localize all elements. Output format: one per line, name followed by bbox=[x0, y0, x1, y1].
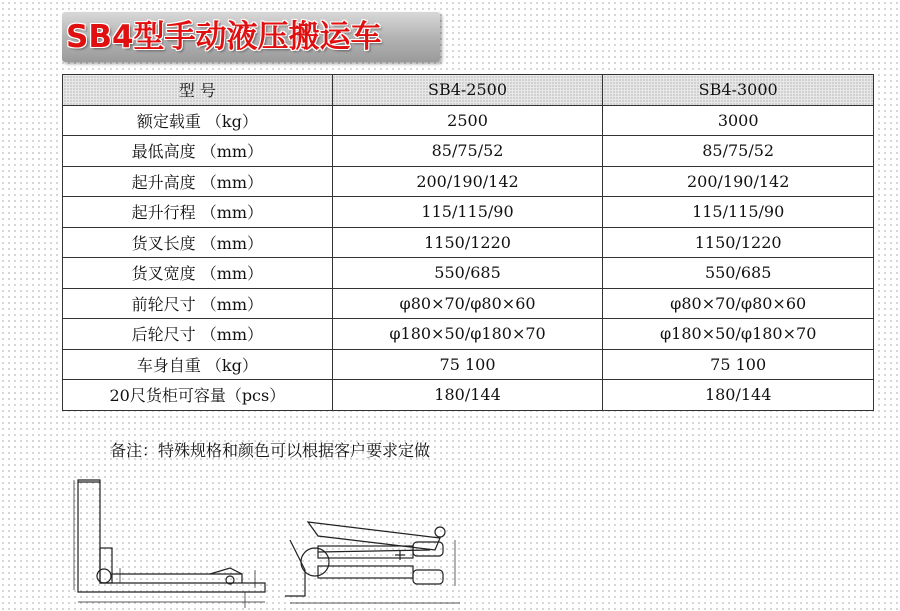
row-value: 1150/1220 bbox=[332, 227, 603, 258]
row-value: 3000 bbox=[603, 105, 874, 136]
page-title: SB4型手动液压搬运车 bbox=[66, 19, 382, 55]
row-label: 货叉长度 （mm） bbox=[63, 227, 333, 258]
row-value: 550/685 bbox=[332, 258, 603, 289]
row-value: 200/190/142 bbox=[332, 166, 603, 197]
row-label: 最低高度 （mm） bbox=[63, 136, 333, 167]
row-value: φ80×70/φ80×60 bbox=[603, 288, 874, 319]
table-row bbox=[63, 166, 874, 197]
row-label: 起升高度 （mm） bbox=[63, 166, 333, 197]
row-label: 后轮尺寸 （mm） bbox=[63, 319, 333, 350]
row-value: 75 100 bbox=[603, 349, 874, 380]
table-row bbox=[63, 197, 874, 228]
row-value: 180/144 bbox=[603, 380, 874, 411]
table-row bbox=[63, 105, 874, 136]
row-label: 车身自重 （kg） bbox=[63, 349, 333, 380]
remarks-note: 备注：特殊规格和颜色可以根据客户要求定做 bbox=[110, 441, 431, 460]
row-label: 前轮尺寸 （mm） bbox=[63, 288, 333, 319]
row-value: 200/190/142 bbox=[603, 166, 874, 197]
row-label: 额定载重 （kg） bbox=[63, 105, 333, 136]
spec-table bbox=[62, 74, 874, 411]
table-row bbox=[63, 258, 874, 289]
header-cell-model: 型 号 bbox=[63, 75, 333, 106]
row-value: 75 100 bbox=[332, 349, 603, 380]
table-row bbox=[63, 319, 874, 350]
table-row bbox=[63, 380, 874, 411]
table-row bbox=[63, 227, 874, 258]
row-value: 115/115/90 bbox=[332, 197, 603, 228]
header-cell-sb4-3000: SB4-3000 bbox=[603, 75, 874, 106]
row-value: φ180×50/φ180×70 bbox=[603, 319, 874, 350]
row-value: 115/115/90 bbox=[603, 197, 874, 228]
table-row bbox=[63, 136, 874, 167]
pallet-truck-top-view-drawing bbox=[285, 522, 460, 603]
table-row bbox=[63, 288, 874, 319]
row-value: 85/75/52 bbox=[603, 136, 874, 167]
row-value: 1150/1220 bbox=[603, 227, 874, 258]
row-value: 2500 bbox=[332, 105, 603, 136]
row-label: 货叉宽度 （mm） bbox=[63, 258, 333, 289]
row-label: 20尺货柜可容量（pcs） bbox=[63, 380, 333, 411]
pallet-truck-side-view-drawing bbox=[74, 480, 265, 608]
row-value: 180/144 bbox=[332, 380, 603, 411]
row-value: 85/75/52 bbox=[332, 136, 603, 167]
table-header-row bbox=[63, 75, 874, 106]
row-value: φ80×70/φ80×60 bbox=[332, 288, 603, 319]
table-row bbox=[63, 349, 874, 380]
row-label: 起升行程 （mm） bbox=[63, 197, 333, 228]
header-cell-sb4-2500: SB4-2500 bbox=[332, 75, 603, 106]
technical-drawing bbox=[60, 470, 860, 611]
row-value: 550/685 bbox=[603, 258, 874, 289]
row-value: φ180×50/φ180×70 bbox=[332, 319, 603, 350]
